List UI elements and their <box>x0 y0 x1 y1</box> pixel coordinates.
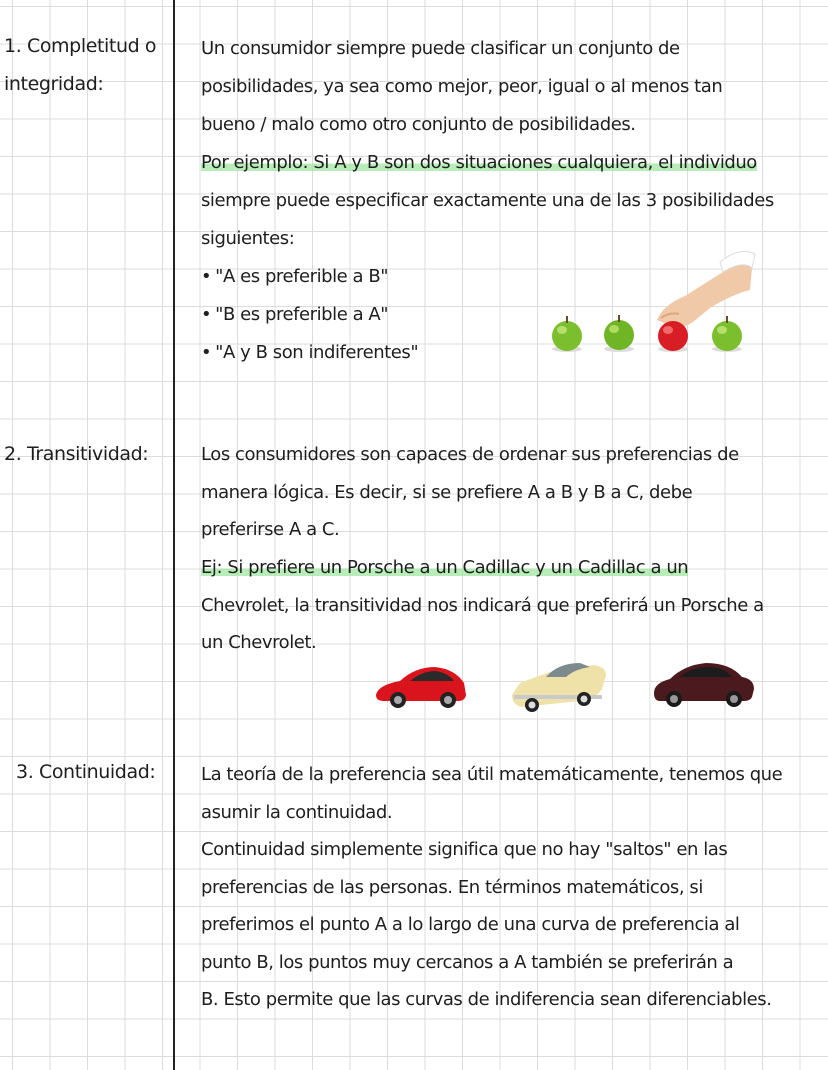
margin-line <box>173 0 175 1070</box>
section-3-line: La teoría de la preferencia sea útil matemáticamente, tenemos que <box>201 764 783 785</box>
section-3-label <box>16 754 155 792</box>
section-3-line: asumir la continuidad. <box>201 802 393 823</box>
apples-illustration <box>545 250 760 360</box>
section-3-line: preferencias de las personas. En términos matemáticos, si <box>201 877 703 898</box>
section-1-line: posibilidades, ya sea como mejor, peor, igual o al menos tan <box>201 76 723 97</box>
section-1-line: bueno / malo como otro conjunto de posibilidades. <box>201 114 636 135</box>
bullet-item: • "B es preferible a A" <box>201 296 388 334</box>
section-1-line: siempre puede especificar exactamente una de las 3 posibilidades <box>201 190 774 211</box>
section-2-line: preferirse A a C. <box>201 519 340 540</box>
highlighted-text: Ej: Si prefiere un Porsche a un Cadillac y un Cadillac a un <box>201 557 689 578</box>
section-2-line: Chevrolet, la transitividad nos indicará que preferirá un Porsche a <box>201 595 764 616</box>
red-porsche-icon <box>376 667 466 708</box>
section-1-label <box>4 28 156 103</box>
bullet-item: • "A es preferible a B" <box>201 258 388 296</box>
section-1-label-line: integridad: <box>4 72 104 95</box>
bullet-item: • "A y B son indiferentes" <box>201 334 418 372</box>
section-1-label-line: 1. Completitud o <box>4 35 157 57</box>
section-2-line: un Chevrolet. <box>201 632 317 653</box>
section-3-label-line: 3. Continuidad: <box>16 761 156 783</box>
green-apple-icon <box>712 316 742 352</box>
green-apple-icon <box>604 315 634 352</box>
section-2-example-line <box>201 549 688 587</box>
red-apple-icon <box>658 321 688 352</box>
cars-illustration <box>370 655 765 720</box>
section-2-label-line: 2. Transitividad: <box>4 443 149 465</box>
cream-cadillac-icon <box>512 663 606 712</box>
section-2-label <box>4 436 148 474</box>
section-3-line: preferimos el punto A a lo largo de una curva de preferencia al <box>201 914 740 935</box>
section-1-example-line <box>201 144 757 182</box>
section-3-line: B. Esto permite que las curvas de indiferencia sean diferenciables. <box>201 989 772 1010</box>
highlighted-text: Por ejemplo: Si A y B son dos situaciones cualquiera, el individuo <box>201 152 757 173</box>
section-2-line: manera lógica. Es decir, si se prefiere A a B y B a C, debe <box>201 482 693 503</box>
section-1-line: siguientes: <box>201 228 295 249</box>
maroon-chevrolet-icon <box>654 663 754 707</box>
section-2-line: Los consumidores son capaces de ordenar sus preferencias de <box>201 444 739 465</box>
section-3-line: Continuidad simplemente significa que no hay "saltos" en las <box>201 839 728 860</box>
green-apple-icon <box>552 316 582 352</box>
section-1-line: Un consumidor siempre puede clasificar un conjunto de <box>201 38 680 59</box>
hand-icon <box>657 251 755 327</box>
section-3-line: punto B, los puntos muy cercanos a A también se preferirán a <box>201 952 734 973</box>
